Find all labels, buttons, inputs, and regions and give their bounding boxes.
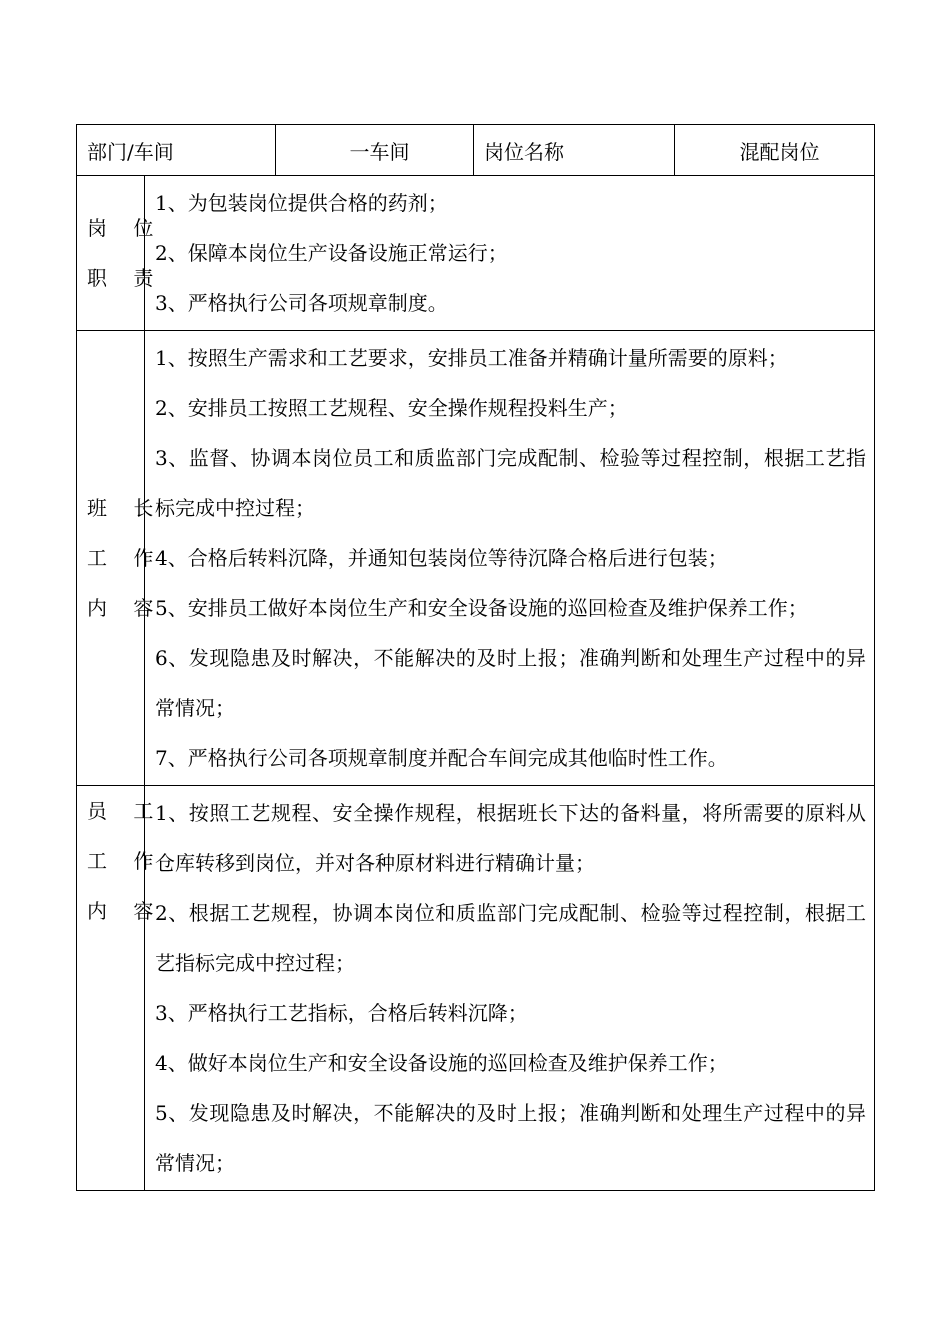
duty-item: 3、严格执行公司各项规章制度。 <box>155 291 448 315</box>
leader-work-item: 6、发现隐患及时解决，不能解决的及时上报；准确判断和处理生产过程中的异常情况； <box>155 646 866 720</box>
duties-content <box>145 176 875 331</box>
leader-work-item: 3、监督、协调本岗位员工和质监部门完成配制、检验等过程控制，根据工艺指标完成中控过程； <box>155 446 866 520</box>
duty-item: 2、保障本岗位生产设备设施正常运行； <box>155 241 508 265</box>
leader-work-item: 5、安排员工做好本岗位生产和安全设备设施的巡回检查及维护保养工作； <box>155 596 808 620</box>
position-value: 混配岗位 <box>675 125 875 176</box>
leader-work-item: 7、严格执行公司各项规章制度并配合车间完成其他临时性工作。 <box>155 746 728 770</box>
leader-work-item: 2、安排员工按照工艺规程、安全操作规程投料生产； <box>155 396 628 420</box>
duties-row <box>77 176 875 331</box>
leader-work-item: 4、合格后转料沉降，并通知包装岗位等待沉降合格后进行包装； <box>155 546 728 570</box>
staff-work-item: 1、按照工艺规程、安全操作规程，根据班长下达的备料量，将所需要的原料从仓库转移到岗位，并对各种原材料进行精确计量； <box>155 801 866 875</box>
leader-work-label <box>77 331 164 786</box>
header-row <box>77 125 875 176</box>
leader-work-label-line: 内 容 <box>87 596 164 620</box>
leader-work-row <box>77 331 875 786</box>
duties-label-line: 职 责 <box>87 266 164 290</box>
staff-work-label-line: 工 作 <box>87 849 164 873</box>
staff-work-label-line: 内 容 <box>87 899 164 923</box>
staff-work-item: 5、发现隐患及时解决，不能解决的及时上报；准确判断和处理生产过程中的异常情况； <box>155 1101 866 1175</box>
staff-work-row <box>77 786 875 1191</box>
job-description-sheet <box>76 124 874 1191</box>
duties-label <box>77 176 164 331</box>
dept-label: 部门/车间 <box>77 125 276 176</box>
staff-work-label <box>77 786 164 1191</box>
leader-work-label-line: 班 长 <box>87 496 164 520</box>
staff-work-item: 4、做好本岗位生产和安全设备设施的巡回检查及维护保养工作； <box>155 1051 728 1075</box>
staff-work-label-line: 员 工 <box>87 799 164 823</box>
position-label: 岗位名称 <box>474 125 675 176</box>
leader-work-content <box>145 331 875 786</box>
dept-value: 一车间 <box>276 125 474 176</box>
duty-item: 1、为包装岗位提供合格的药剂； <box>155 191 448 215</box>
job-description-table <box>76 124 875 1191</box>
staff-work-item: 2、根据工艺规程，协调本岗位和质监部门完成配制、检验等过程控制，根据工艺指标完成中控过程； <box>155 901 866 975</box>
leader-work-item: 1、按照生产需求和工艺要求，安排员工准备并精确计量所需要的原料； <box>155 346 788 370</box>
staff-work-content <box>145 786 875 1191</box>
duties-label-line: 岗 位 <box>87 216 164 240</box>
staff-work-item: 3、严格执行工艺指标，合格后转料沉降； <box>155 1001 528 1025</box>
leader-work-label-line: 工 作 <box>87 546 164 570</box>
